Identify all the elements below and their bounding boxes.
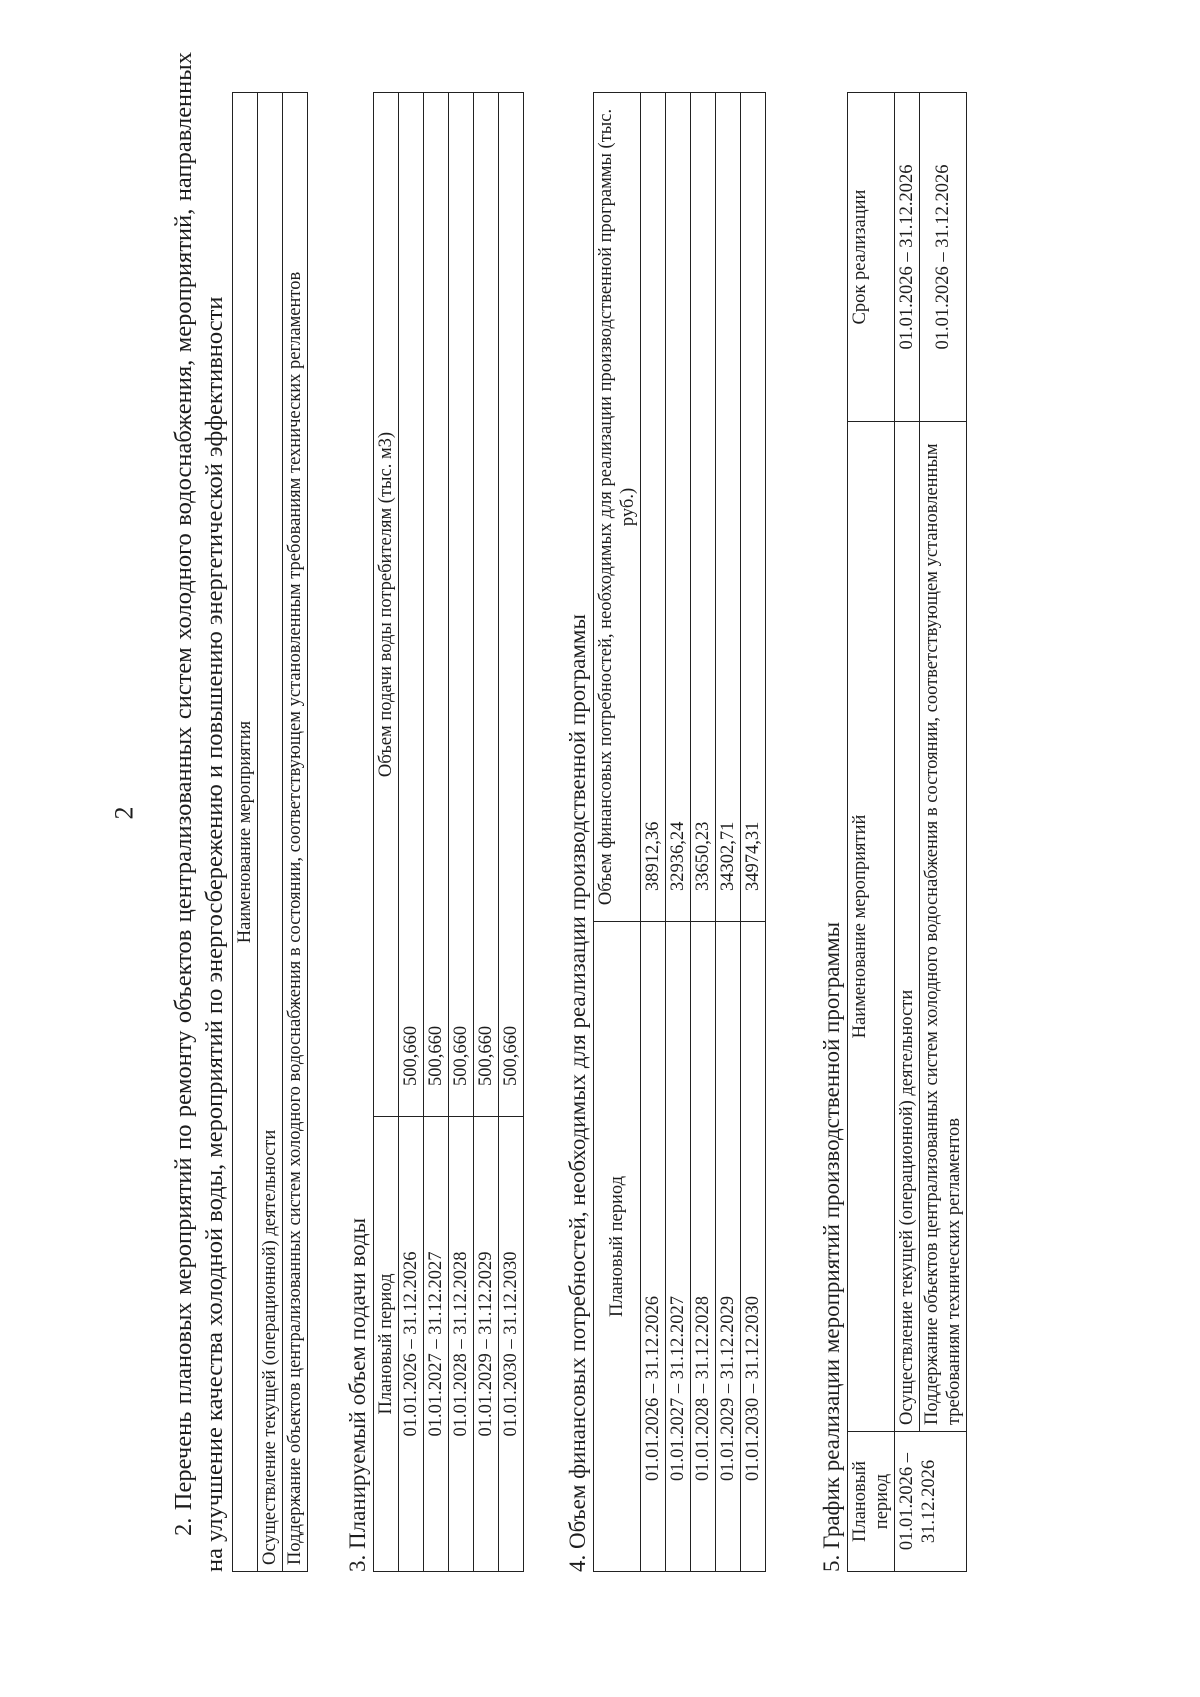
table-row: [258, 93, 283, 1572]
section-3-title: 3. Планируемый объем подачи воды: [345, 1217, 370, 1572]
table-row: [920, 93, 967, 1572]
measure-cell: Осуществление текущей (операционной) деятельности: [895, 422, 920, 1432]
column-header-measure-name: Наименование мероприятия: [233, 93, 258, 1572]
table-row: [399, 93, 424, 1572]
table-row: [474, 93, 499, 1572]
column-header-volume: Объем подачи воды потребителям (тыс. м3): [374, 93, 399, 1117]
column-header-measures: Наименование мероприятий: [848, 422, 895, 1432]
measure-cell: Поддержание объектов централизованных систем холодного водоснабжения в состоянии, соответствующем установленным требованиям технических регламентов: [920, 422, 967, 1432]
measure-cell: Поддержание объектов централизованных систем холодного водоснабжения в состоянии, соответствующем установленным требованиям технических регламентов: [283, 93, 308, 1572]
table-row: [691, 93, 716, 1572]
section-5-title: 5. График реализации мероприятий производственной программы: [819, 921, 844, 1572]
amount-cell: 33650,23: [691, 93, 716, 922]
table-header-row: [233, 93, 258, 1572]
table-header-row: [848, 93, 895, 1572]
table-row: [666, 93, 691, 1572]
table-row: [424, 93, 449, 1572]
page-number: 2: [109, 806, 139, 820]
period-cell: 01.01.2026 – 31.12.2026: [399, 1117, 424, 1572]
volume-cell: 500,660: [474, 93, 499, 1117]
table-row: [499, 93, 524, 1572]
period-cell: 01.01.2029 – 31.12.2029: [474, 1117, 499, 1572]
volume-cell: 500,660: [499, 93, 524, 1117]
column-header-financial-volume: Объем финансовых потребностей, необходимых для реализации производственной программы (тыс. руб.): [594, 93, 641, 922]
section-implementation-schedule: [818, 52, 967, 1572]
measures-table: [232, 92, 308, 1572]
period-cell: 01.01.2026 – 31.12.2026: [641, 922, 666, 1572]
amount-cell: 34302,71: [716, 93, 741, 922]
period-cell: 01.01.2028 – 31.12.2028: [449, 1117, 474, 1572]
term-cell: 01.01.2026 – 31.12.2026: [920, 93, 967, 422]
table-row: [283, 93, 308, 1572]
amount-cell: 32936,24: [666, 93, 691, 922]
table-header-row: [594, 93, 641, 1572]
period-cell: 01.01.2027 – 31.12.2027: [424, 1117, 449, 1572]
amount-cell: 38912,36: [641, 93, 666, 922]
amount-cell: 34974,31: [741, 93, 766, 922]
table-row: [716, 93, 741, 1572]
rotated-document-sheet: [168, 52, 1048, 1572]
period-cell: 01.01.2030 – 31.12.2030: [499, 1117, 524, 1572]
table-row: [449, 93, 474, 1572]
period-cell: 01.01.2027 – 31.12.2027: [666, 922, 691, 1572]
section-repair-measures: [168, 52, 308, 1572]
volume-cell: 500,660: [449, 93, 474, 1117]
column-header-term: Срок реализации: [848, 93, 895, 422]
section-financial-needs: [564, 52, 766, 1572]
table-header-row: [374, 93, 399, 1572]
table-row: [895, 93, 920, 1572]
column-header-period: Плановый период: [374, 1117, 399, 1572]
volume-cell: 500,660: [399, 93, 424, 1117]
measure-cell: Осуществление текущей (операционной) деятельности: [258, 93, 283, 1572]
table-row: [741, 93, 766, 1572]
financial-needs-table: [593, 92, 766, 1572]
period-cell: 01.01.2030 – 31.12.2030: [741, 922, 766, 1572]
schedule-table: [847, 92, 967, 1572]
section-4-title: 4. Объем финансовых потребностей, необходимых для реализации производственной программы: [565, 614, 590, 1572]
section-water-supply-volume: [344, 52, 524, 1572]
table-row: [641, 93, 666, 1572]
section-2-heading: 2. Перечень плановых мероприятий по ремонту объектов централизованных систем холодного водоснабжения, мероприятий, направленных на улучшение качества холодной воды, мероприятий по энергосбережению и повышению энергетической эффективности: [170, 52, 228, 1572]
period-cell: 01.01.2028 – 31.12.2028: [691, 922, 716, 1572]
term-cell: 01.01.2026 – 31.12.2026: [895, 93, 920, 422]
water-volume-table: [373, 92, 524, 1572]
volume-cell: 500,660: [424, 93, 449, 1117]
period-cell: 01.01.2026 – 31.12.2026: [895, 1432, 967, 1572]
column-header-period: Плановый период: [594, 922, 641, 1572]
period-cell: 01.01.2029 – 31.12.2029: [716, 922, 741, 1572]
column-header-period: Плановый период: [848, 1432, 895, 1572]
